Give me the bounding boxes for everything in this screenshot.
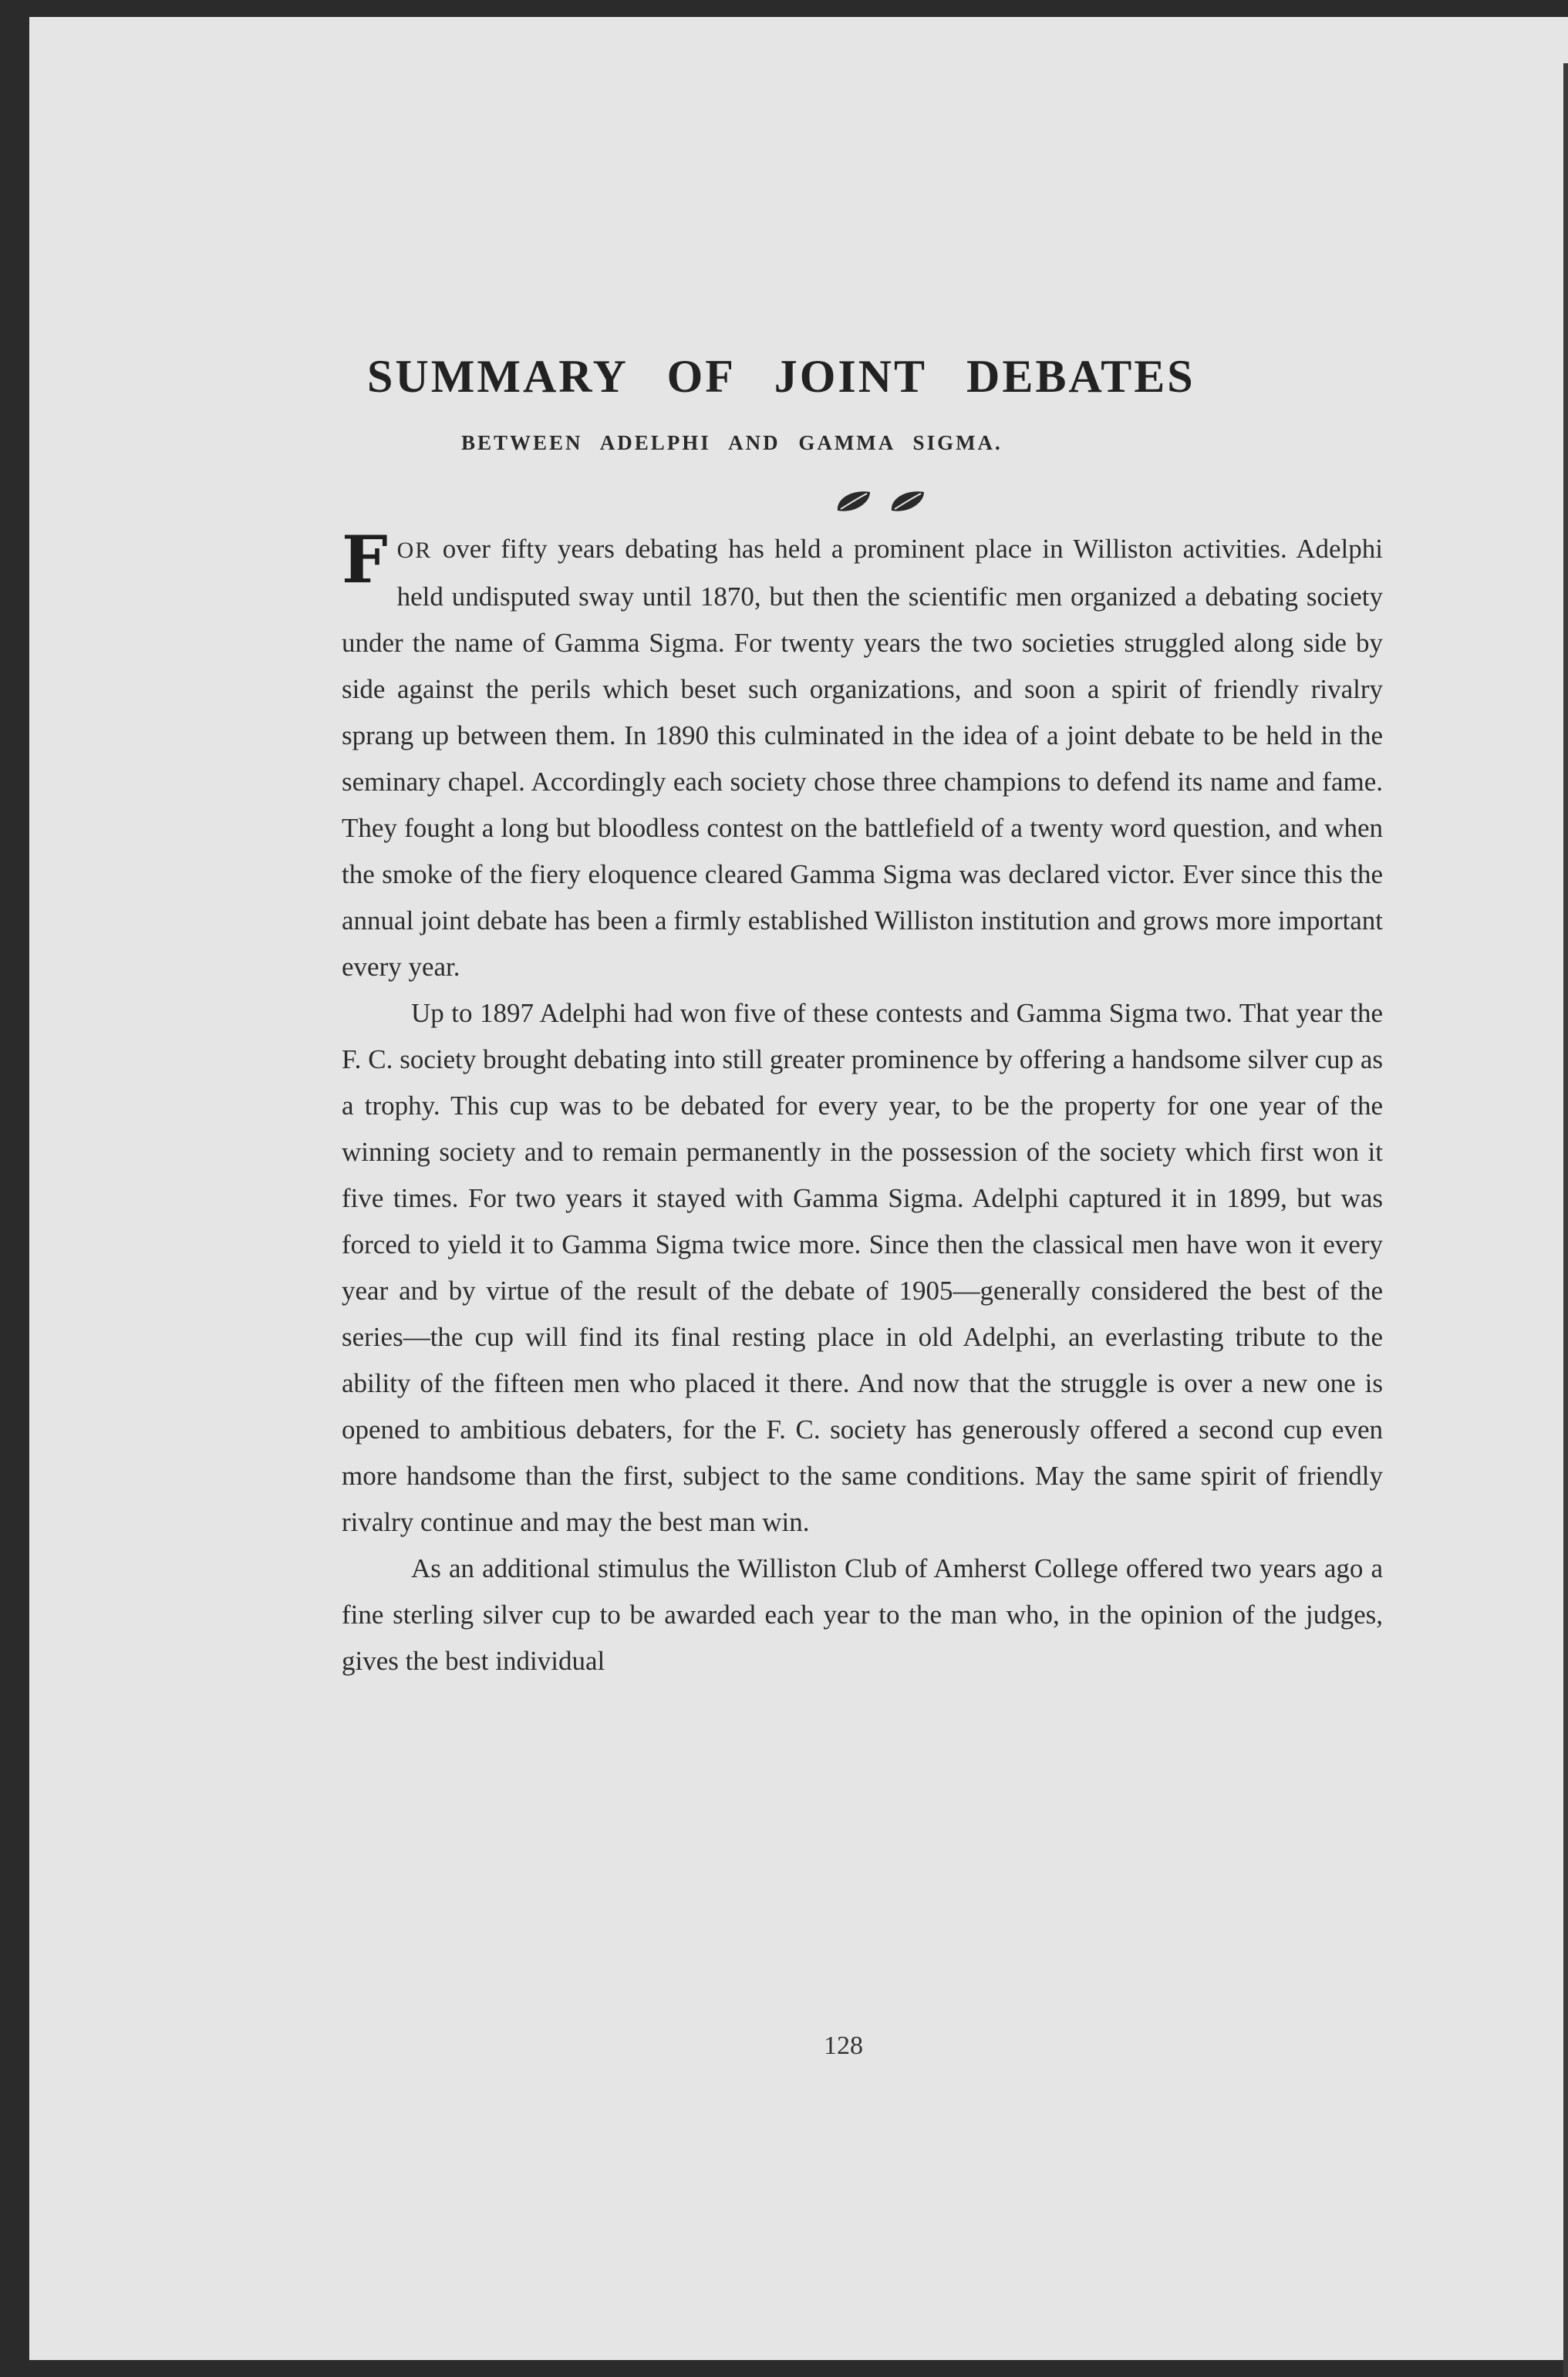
drop-cap: F [342,521,388,598]
article-subtitle: BETWEEN ADELPHI AND GAMMA SIGMA. [461,431,1003,454]
article-title: SUMMARY OF JOINT DEBATES [367,351,1195,402]
page-number: 128 [824,2031,863,2060]
page-edge-shadow [1563,63,1568,2377]
paragraph-1 [342,521,1383,990]
paragraph-2: Up to 1897 Adelphi had won five of these contests and Gamma Sigma two. That year the F. C. society brought debating into still greater prominence by offering a handsome silver cup as a trophy. This cup was to be debated for every year, to be the property for one year of the winning society and to remain permanently in the possession of the society which first won it five times. For two years it stayed with Gamma Sigma. Adelphi captured it in 1899, but was forced to yield it to Gamma Sigma twice more. Since then the classical men have won it every year and by virtue of the result of the debate of 1905—generally considered the best of the series—the cup will find its final resting place in old Adelphi, an everlasting tribute to the ability of the fifteen men who placed it there. And now that the struggle is over a new one is opened to ambitious debaters, for the F. C. society has generously offered a second cup even more handsome than the first, subject to the same conditions. May the same spirit of friendly rivalry continue and may the best man win. [342,998,1383,1537]
article-body [342,521,1383,1684]
drop-cap-continuation: OR [396,538,433,563]
double-leaf-ornament-icon [831,487,939,515]
book-page [29,17,1568,2360]
paragraph-3: As an additional stimulus the Williston Club of Amherst College offered two years ago a fine sterling silver cup to be awarded each year to the man who, in the opinion of the judges, gives the best individual [342,1553,1383,1676]
paragraph-1-text: over fifty years debating has held a prominent place in Williston activities. Adelphi held undisputed sway until 1870, but then the scientific men organized a debating society under the name of Gamma Sigma. For twenty years the two societies struggled along side by side against the perils which beset such organizations, and soon a spirit of friendly rivalry sprang up between them. In 1890 this culminated in the idea of a joint debate to be held in the seminary chapel. Accordingly each society chose three champions to defend its name and fame. They fought a long but bloodless contest on the battlefield of a twenty word question, and when the smoke of the fiery eloquence cleared Gamma Sigma was declared victor. Ever since this the annual joint debate has been a firmly established Williston institution and grows more important every year. [342,534,1383,982]
